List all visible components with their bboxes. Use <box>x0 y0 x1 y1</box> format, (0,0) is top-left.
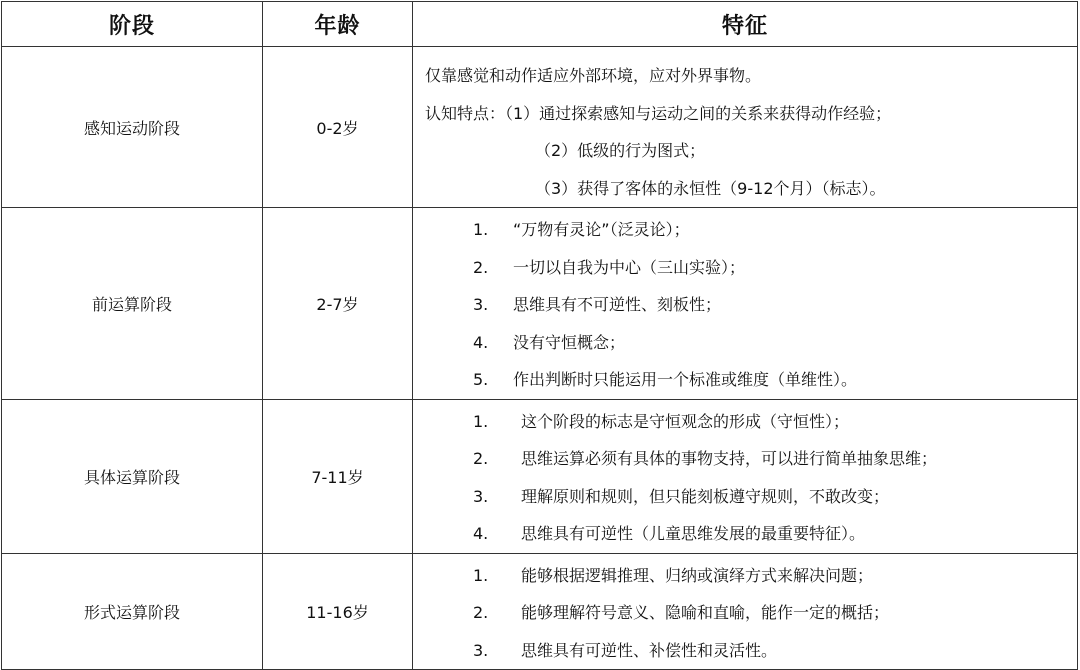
feature-line: （3）获得了客体的永恒性（9-12个月）（标志）。 <box>535 178 886 198</box>
item-number: 1. <box>473 565 489 585</box>
header-features: 特征 <box>413 2 1078 47</box>
age-cell: 0-2岁 <box>263 47 413 208</box>
item-number: 4. <box>473 524 489 543</box>
table-row <box>2 208 1078 400</box>
stage-cell: 形式运算阶段 <box>2 553 263 670</box>
table-row <box>2 553 1078 670</box>
item-text: 能够根据逻辑推理、归纳或演绎方式来解决问题； <box>521 565 874 585</box>
features-cell <box>413 399 1078 553</box>
header-age: 年龄 <box>263 2 413 47</box>
list-item <box>413 557 1077 595</box>
stage-cell: 感知运动阶段 <box>2 47 263 208</box>
item-number: 1. <box>473 411 489 431</box>
item-text: 思维具有可逆性、补偿性和灵活性。 <box>521 640 778 660</box>
list-item <box>413 440 1077 478</box>
item-text: 思维具有不可逆性、刻板性； <box>513 295 722 314</box>
item-number: 2. <box>473 449 489 468</box>
list-item <box>413 286 1077 324</box>
feature-line: （2）低级的行为图式； <box>535 141 706 160</box>
cognitive-stages-table <box>1 1 1078 670</box>
item-number: 2. <box>473 603 489 622</box>
item-text: 理解原则和规则，但只能刻板遵守规则，不敢改变； <box>521 486 890 506</box>
age-cell: 11-16岁 <box>263 553 413 670</box>
item-text: 没有守恒概念； <box>513 332 626 352</box>
item-number: 3. <box>473 486 489 506</box>
feature-intro: 仅靠感觉和动作适应外部环境，应对外界事物。 <box>425 66 762 85</box>
item-text: 思维运算必须有具体的事物支持，可以进行简单抽象思维； <box>521 449 938 468</box>
table-row <box>2 47 1078 208</box>
list-item <box>413 211 1077 249</box>
list-item <box>413 632 1077 670</box>
item-text: 一切以自我为中心（三山实验）； <box>513 257 746 277</box>
item-text: “万物有灵论”（泛灵论）； <box>513 220 690 239</box>
header-stage: 阶段 <box>2 2 263 47</box>
stage-cell: 前运算阶段 <box>2 208 263 400</box>
age-cell: 7-11岁 <box>263 399 413 553</box>
item-number: 3. <box>473 295 489 314</box>
list-item <box>413 249 1077 287</box>
list-item <box>413 594 1077 632</box>
list-item <box>413 515 1077 553</box>
list-item <box>413 478 1077 516</box>
features-cell <box>413 208 1078 400</box>
stage-cell: 具体运算阶段 <box>2 399 263 553</box>
item-number: 5. <box>473 370 489 389</box>
item-number: 3. <box>473 640 489 660</box>
item-text: 能够理解符号意义、隐喻和直喻，能作一定的概括； <box>521 603 890 622</box>
age-cell: 2-7岁 <box>263 208 413 400</box>
list-item <box>413 403 1077 441</box>
item-text: 作出判断时只能运用一个标准或维度（单维性）。 <box>513 370 858 389</box>
table-row <box>2 399 1078 553</box>
features-cell <box>413 47 1078 208</box>
header-row <box>2 2 1078 47</box>
item-text: 这个阶段的标志是守恒观念的形成（守恒性）； <box>521 411 850 431</box>
item-number: 1. <box>473 220 489 239</box>
list-item <box>413 361 1077 399</box>
features-cell <box>413 553 1078 670</box>
feature-traits-label: 认知特点：（1）通过探索感知与运动之间的关系来获得动作经验； <box>425 103 892 123</box>
item-number: 4. <box>473 332 489 352</box>
item-text: 思维具有可逆性（儿童思维发展的最重要特征）。 <box>521 524 866 543</box>
list-item <box>413 324 1077 362</box>
item-number: 2. <box>473 257 489 277</box>
